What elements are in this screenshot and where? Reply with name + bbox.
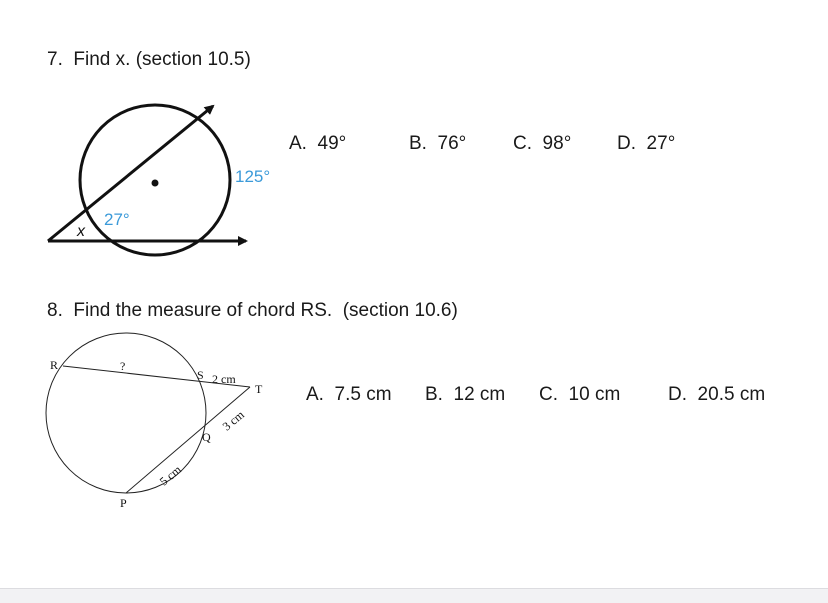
q8-label-pq: 5 cm: [156, 462, 184, 489]
q7-arc-label: 125°: [235, 167, 271, 186]
q7-choice-c: C. 98°: [513, 133, 572, 154]
q8-label-t: T: [255, 382, 263, 396]
q7-x-label: x: [77, 223, 85, 240]
q8-label-p: P: [120, 496, 127, 510]
q8-choice-c: C. 10 cm: [539, 384, 621, 405]
q8-choice-b: B. 12 cm: [425, 384, 506, 405]
q8-label-qt: 3 cm: [219, 407, 247, 434]
q8-label-r: R: [50, 358, 59, 372]
q8-label-unknown: ?: [120, 359, 126, 373]
q7-choice-a: A. 49°: [289, 133, 347, 154]
q8-circle: [46, 333, 206, 493]
q8-choice-d: D. 20.5 cm: [668, 384, 766, 405]
q8-secant-pt: [126, 387, 250, 493]
q7-angle-label: 27°: [104, 210, 130, 229]
q7-choice-b: B. 76°: [409, 133, 467, 154]
q8-choice-a: A. 7.5 cm: [306, 384, 392, 405]
question-7-title: 7. Find x. (section 10.5): [47, 49, 251, 70]
q8-label-st: 2 cm: [212, 372, 236, 386]
question-8-title: 8. Find the measure of chord RS. (section 10.6): [47, 300, 458, 321]
footer-bar: [0, 588, 828, 603]
q8-label-q: Q: [202, 430, 211, 444]
q8-label-s: S: [197, 368, 204, 382]
q7-choice-d: D. 27°: [617, 133, 676, 154]
